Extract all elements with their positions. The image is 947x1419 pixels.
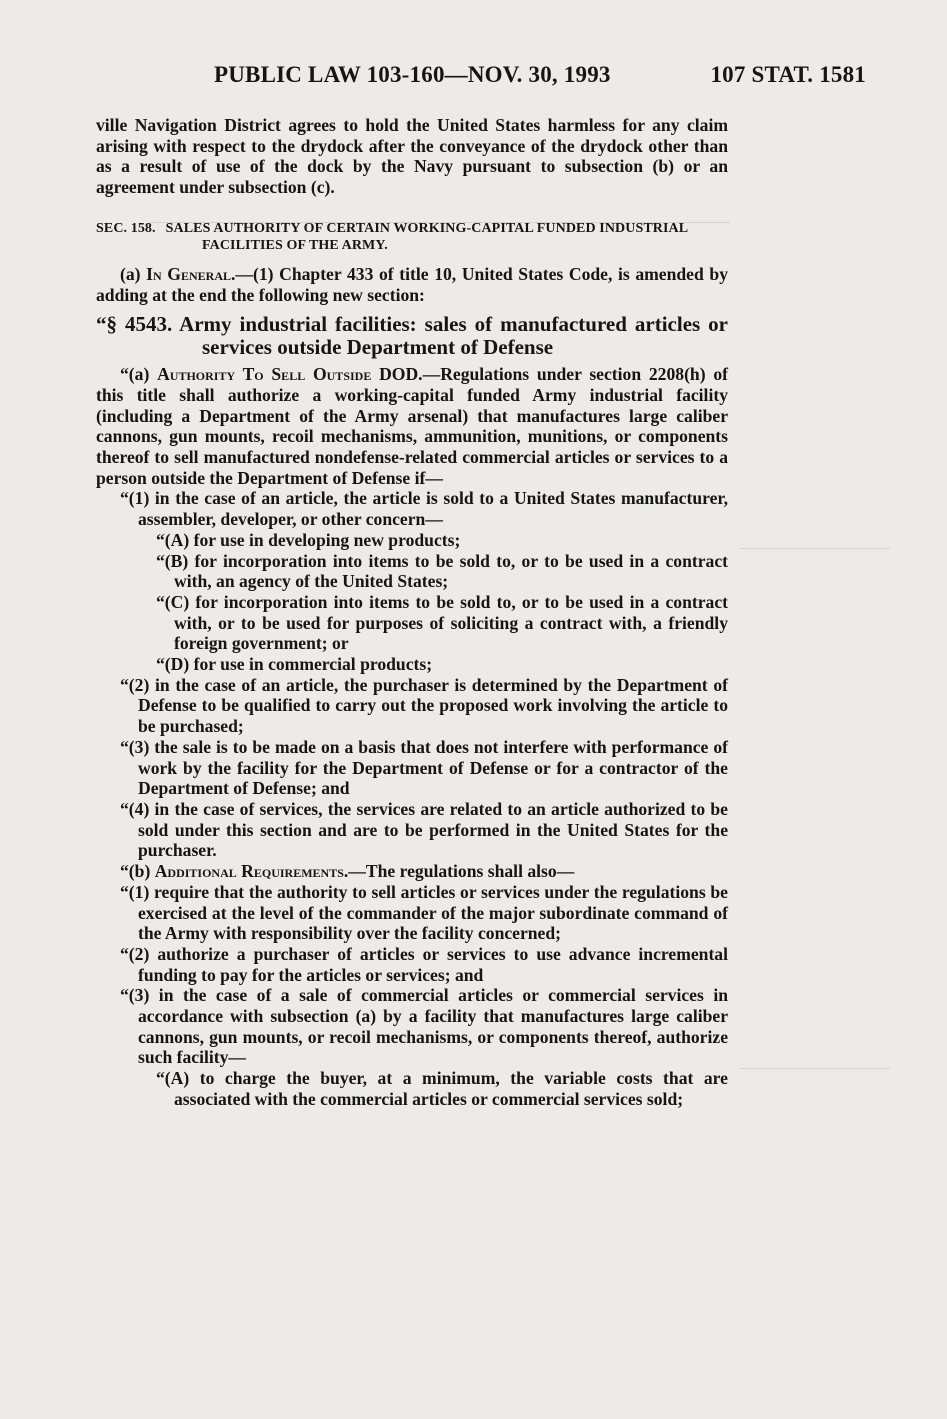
stat-reference: 107 STAT. 1581 [710,62,866,87]
continuation-paragraph: ville Navigation District agrees to hold the United States harmless for any claim arising with respect to the drydock after the conveyance of the drydock other than as a result of use of the dock by the Navy pursuant to subsection (b) or an agreement under subsection (c). [96,115,728,198]
bleed-through-line [740,1068,890,1069]
subsection-a-text: —(1) Chapter 433 of title 10, United States Code, is amended by adding at the end the following new section: [96,263,728,305]
paragraph-b [96,861,728,882]
paragraph-b-heading: Additional Requirements. [154,861,349,882]
list-item: “(3) in the case of a sale of commercial articles or commercial services in accordance with subsection (a) by a facility that manufactures large caliber cannons, gun mounts, or recoil mechanisms, or components thereof, authorize such facility— [120,985,728,1068]
paragraph-a-label: “(a) [120,364,150,385]
paragraph-a [96,364,728,488]
list-item: “(A) for use in developing new products; [156,529,461,550]
subsection-a-label: (a) [120,263,141,284]
list-item: “(2) authorize a purchaser of articles or services to use advance incremental funding to pay for the articles or services; and [120,943,728,985]
list-item: “(B) for incorporation into items to be sold to, or to be used in a contract with, an agency of the United States; [156,550,728,592]
list-item: “(1) in the case of an article, the article is sold to a United States manufacturer, assembler, developer, or other concern— [120,488,728,530]
list-item: “(1) require that the authority to sell articles or services under the regulations be exercised at the level of the commander of the major subordinate command of the Army with responsibility over the facility concerned; [120,881,728,944]
paragraph-b-label: “(b) [120,861,151,882]
list-item: “(3) the sale is to be made on a basis that does not interfere with performance of work by the facility for the Department of Defense or for a contractor of the Department of Defense; and [120,736,728,799]
subsection-a-heading: In General. [146,263,236,284]
paragraph-a-heading: Authority To Sell Outside DOD. [157,364,423,385]
new-section-heading: “§ 4543. Army industrial facilities: sales of manufactured articles or services outside Department of Defense [96,312,728,360]
list-item: “(2) in the case of an article, the purchaser is determined by the Department of Defense to be qualified to carry out the proposed work involving the article to be purchased; [120,674,728,737]
list-item: “(4) in the case of services, the services are related to an article authorized to be sold under this section and are to be performed in the United States for the purchaser. [120,798,728,861]
section-title: SALES AUTHORITY OF CERTAIN WORKING-CAPITAL FUNDED INDUSTRIAL FACILITIES OF THE ARMY. [165,220,688,253]
bleed-through-line [740,548,890,549]
subsection-a [96,264,728,305]
list-item: “(A) to charge the buyer, at a minimum, the variable costs that are associated with the commercial articles or commercial services sold; [156,1068,728,1109]
paragraph-b-text: —The regulations shall also— [348,861,575,882]
section-heading [96,220,728,254]
list-item: “(D) for use in commercial products; [156,654,433,675]
list-item: “(C) for incorporation into items to be sold to, or to be used in a contract with, or to be used for purposes of soliciting a contract with, a friendly foreign government; or [156,591,728,654]
law-title: PUBLIC LAW 103-160—NOV. 30, 1993 [214,62,611,87]
section-number: SEC. 158. [96,220,156,236]
document-body [96,115,728,1110]
paragraph-a-text: —Regulations under section 2208(h) of this title shall authorize a working-capital funded Army industrial facility (including a Department of the Army arsenal) that manufactures large caliber cannons, gun mounts, recoil mechanisms, ammunition, munitions, or components thereof to sell manufactured nondefense-related commercial articles or services to a person outside the Department of Defense if— [96,364,728,488]
